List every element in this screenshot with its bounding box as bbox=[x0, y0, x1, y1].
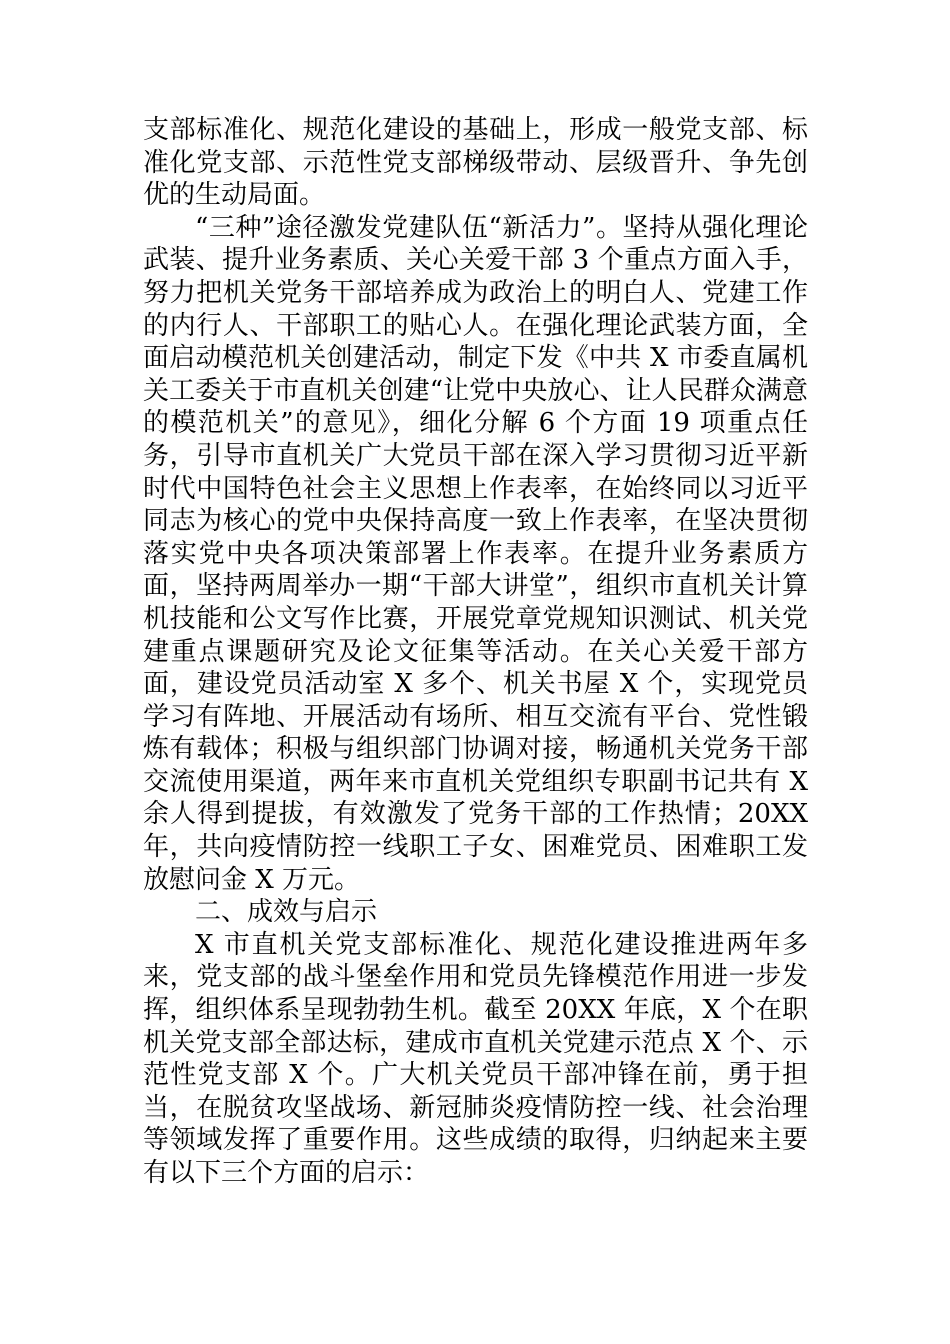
paragraph-three-approaches: “三种”途径激发党建队伍“新活力”。坚持从强化理论武装、提升业务素质、关心关爱干部 3 个重点方面入手，努力把机关党务干部培养成为政治上的明白人、党建工作的内行人、干部职工的贴心人。在强化理论武装方面，全面启动模范机关创建活动，制定下发《中共 X 市委直属机关工委关于市直机关创建“让党中央放心、让人民群众满意的模范机关”的意见》，细化分解 6 个方面 19 项重点任务，引导市直机关广大党员干部在深入学习贯彻习近平新时代中国特色社会主义思想上作表率，在始终同以习近平同志为核心的党中央保持高度一致上作表率，在坚决贯彻落实党中央各项决策部署上作表率。在提升业务素质方面，坚持两周举办一期“干部大讲堂”，组织市直机关计算机技能和公文写作比赛，开展党章党规知识测试、机关党建重点课题研究及论文征集等活动。在关心关爱干部方面，建设党员活动室 X 多个、机关书屋 X 个，实现党员学习有阵地、开展活动有场所、相互交流有平台、党性锻炼有载体；积极与组织部门协调对接，畅通机关党务干部交流使用渠道，两年来市直机关党组织专职副书记共有 X 余人得到提拔，有效激发了党务干部的工作热情；20XX 年，共向疫情防控一线职工子女、困难党员、困难职工发放慰问金 X 万元。 bbox=[143, 212, 808, 895]
paragraph-results: X 市直机关党支部标准化、规范化建设推进两年多来，党支部的战斗堡垒作用和党员先锋模范作用进一步发挥，组织体系呈现勃勃生机。截至 20XX 年底，X 个在职机关党支部全部达标，建成市直机关党建示范点 X 个、示范性党支部 X 个。广大机关党员干部冲锋在前，勇于担当，在脱贫攻坚战场、新冠肺炎疫情防控一线、社会治理等领域发挥了重要作用。这些成绩的取得，归纳起来主要有以下三个方面的启示： bbox=[143, 929, 808, 1188]
document-body bbox=[143, 114, 808, 1190]
paragraph-continuation: 支部标准化、规范化建设的基础上，形成一般党支部、标准化党支部、示范性党支部梯级带动、层级晋升、争先创优的生动局面。 bbox=[143, 115, 808, 211]
section-heading-results: 二、成效与启示 bbox=[195, 897, 378, 928]
